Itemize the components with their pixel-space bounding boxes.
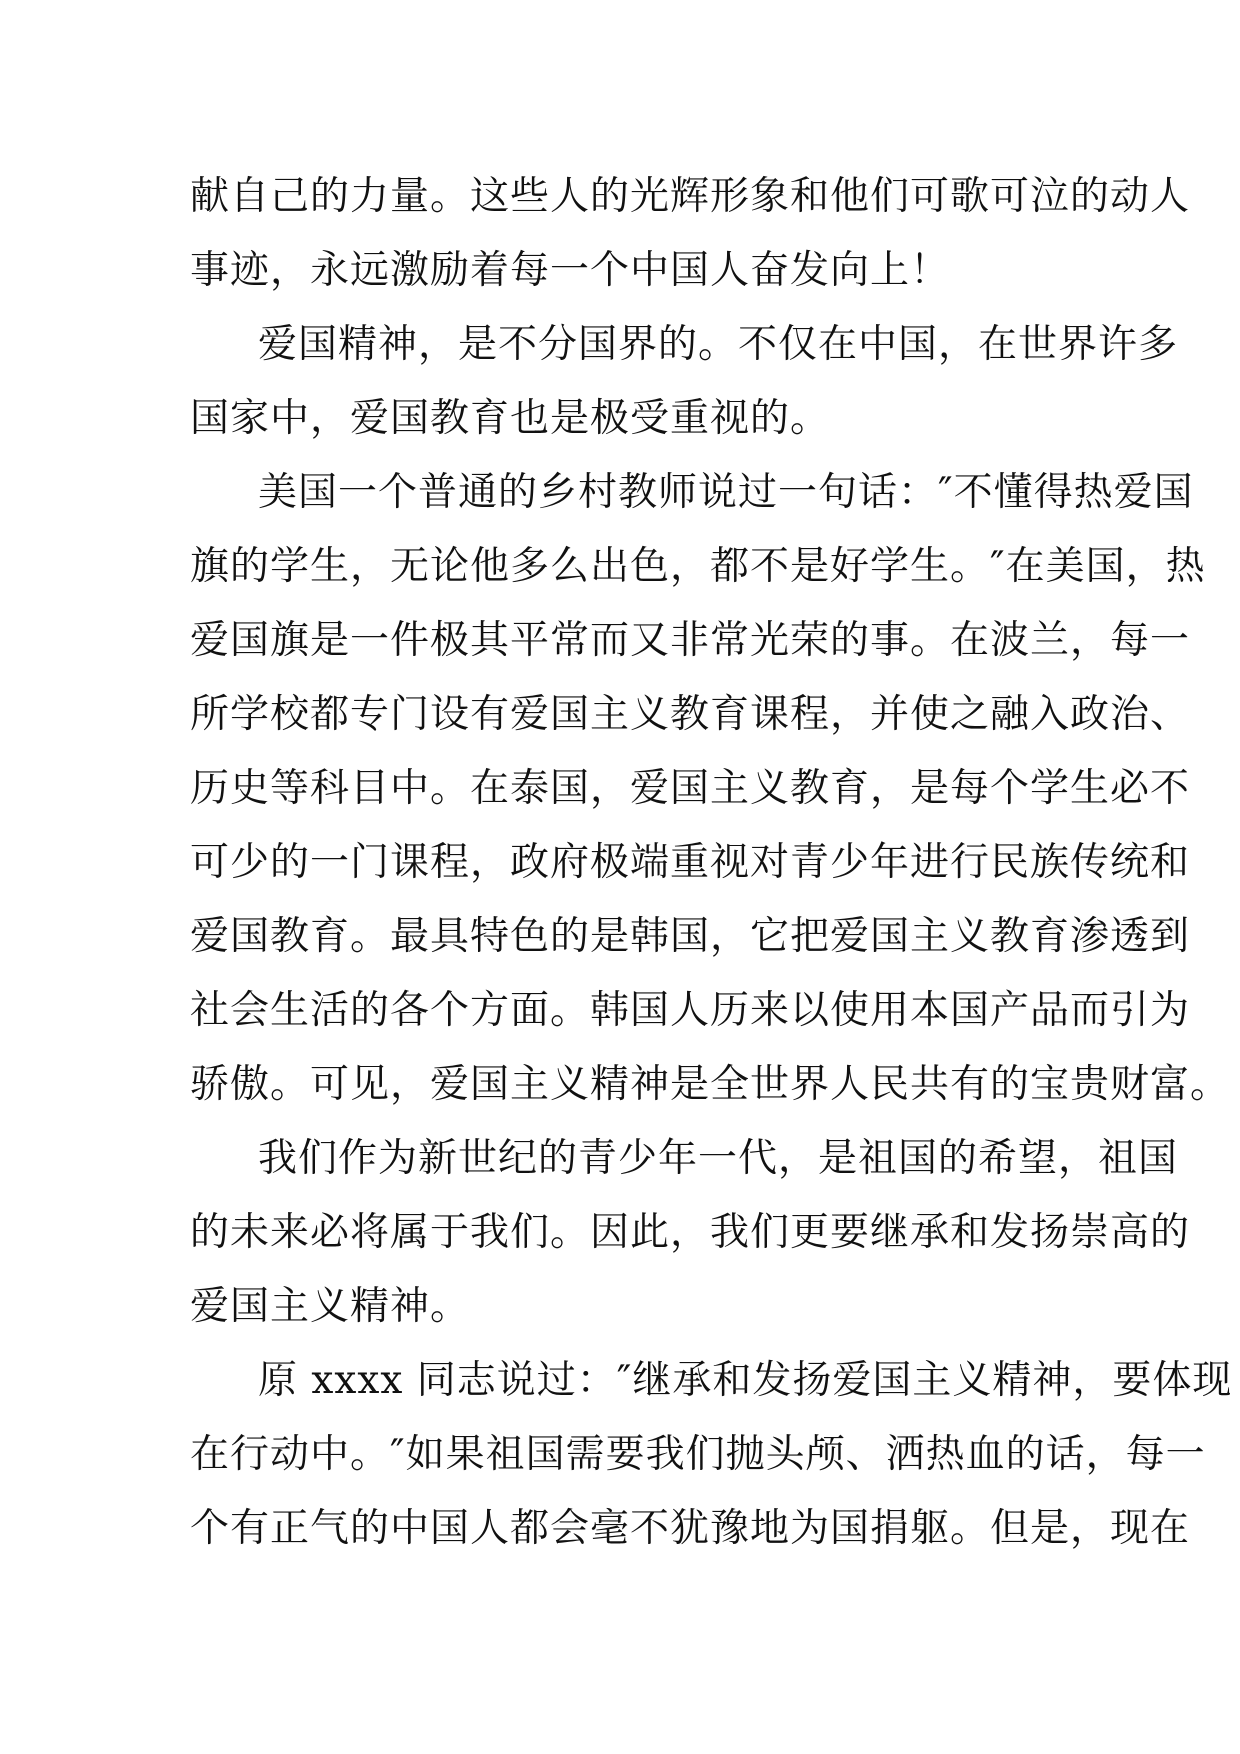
- text-line: 献自己的力量。这些人的光辉形象和他们可歌可泣的动人: [190, 174, 1191, 219]
- text-line: 爱国精神，是不分国界的。不仅在中国，在世界许多: [258, 322, 1179, 367]
- text-line: 爱国教育。最具特色的是韩国，它把爱国主义教育渗透到: [190, 914, 1191, 959]
- text-line: 国家中，爱国教育也是极受重视的。: [190, 396, 831, 441]
- text-line: 在行动中。″如果祖国需要我们抛头颅、洒热血的话，每一: [190, 1432, 1206, 1477]
- text-line: 我们作为新世纪的青少年一代，是祖国的希望，祖国: [258, 1136, 1179, 1181]
- text-line: 社会生活的各个方面。韩国人历来以使用本国产品而引为: [190, 988, 1191, 1033]
- text-line: 旗的学生，无论他多么出色，都不是好学生。″在美国，热: [190, 544, 1206, 589]
- text-line: 个有正气的中国人都会毫不犹豫地为国捐躯。但是，现在: [190, 1506, 1191, 1551]
- text-line: 爱国旗是一件极其平常而又非常光荣的事。在波兰，每一: [190, 618, 1191, 663]
- text-line: 的未来必将属于我们。因此，我们更要继承和发扬崇高的: [190, 1210, 1191, 1255]
- text-line: 原 xxxx 同志说过：″继承和发扬爱国主义精神，要体现: [258, 1358, 1233, 1403]
- text-line: 事迹，永远激励着每一个中国人奋发向上！: [190, 248, 951, 293]
- text-line: 所学校都专门设有爱国主义教育课程，并使之融入政治、: [190, 692, 1191, 737]
- text-line: 爱国主义精神。: [190, 1284, 471, 1329]
- text-line: 可少的一门课程，政府极端重视对青少年进行民族传统和: [190, 840, 1191, 885]
- text-line: 美国一个普通的乡村教师说过一句话：″不懂得热爱国: [258, 470, 1194, 515]
- text-line: 骄傲。可见，爱国主义精神是全世界人民共有的宝贵财富。: [190, 1062, 1231, 1107]
- text-line: 历史等科目中。在泰国，爱国主义教育，是每个学生必不: [190, 766, 1191, 811]
